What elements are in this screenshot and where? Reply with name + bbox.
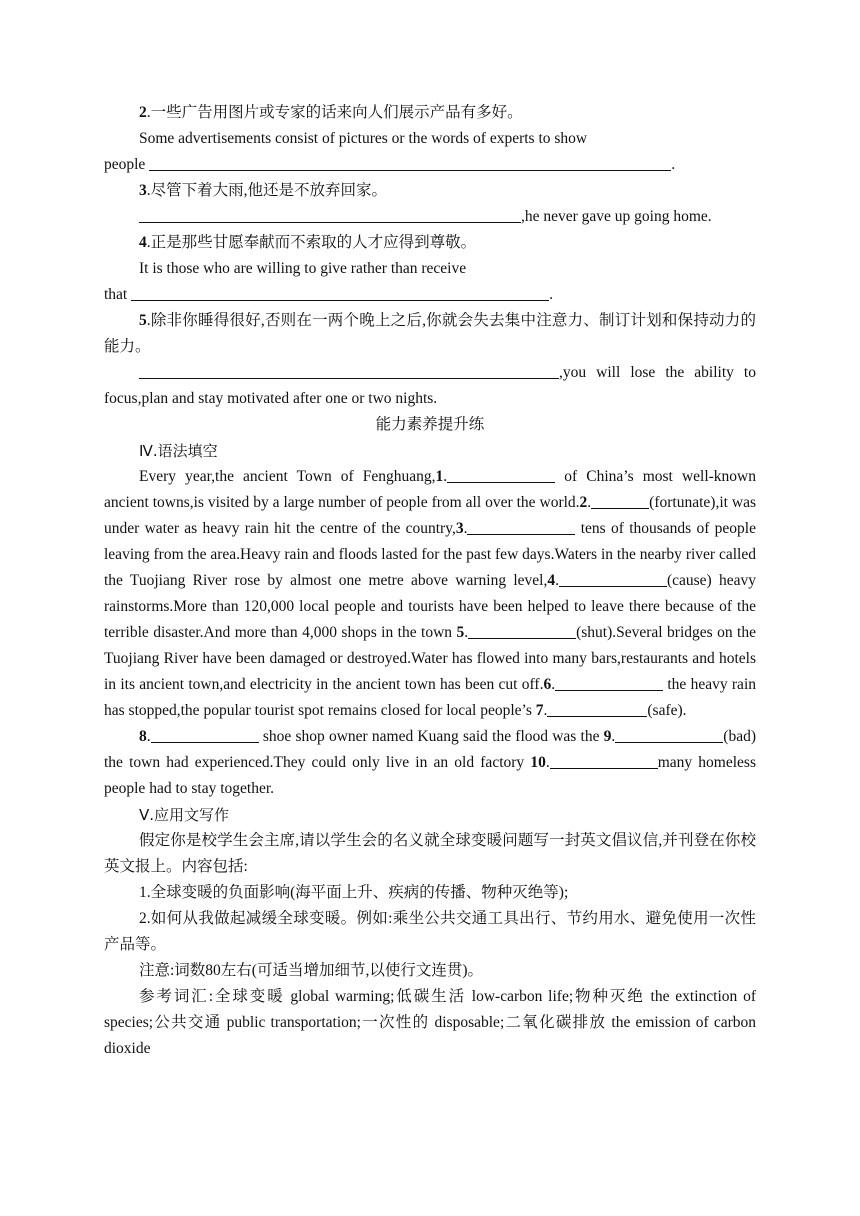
writing-heading: Ⅴ.应用文写作: [139, 806, 230, 824]
writing-point-2: 2.如何从我做起减缓全球变暖。例如:乘坐公共交通工具出行、节约用水、避免使用一次性产品等。: [104, 910, 756, 953]
section-title: 能力素养提升练: [375, 416, 485, 433]
blank-3[interactable]: [467, 517, 575, 535]
grammar-passage-2: 8. shoe shop owner named Kuang said the flood was the 9. (bad) the town had experienced.They could only live in an old factory 10. many homeless people had to stay together.: [104, 724, 756, 802]
answer-blank[interactable]: [139, 205, 521, 223]
question-2-cn: 2.一些广告用图片或专家的话来向人们展示产品有多好。: [139, 104, 523, 121]
writing-vocab: 参考词汇:全球变暖 global warming;低碳生活 low-carbon life;物种灭绝 the extinction of species;公共交通 public transportation;一次性的 disposable;二氧化碳排放 the emission of carbon dioxide: [104, 988, 756, 1057]
blank-7[interactable]: [547, 699, 647, 717]
question-5-answer-line: ,you will lose the ability to focus,plan and stay motivated after one or two nights.: [104, 360, 756, 412]
question-2-en-line: Some advertisements consist of pictures or the words of experts to show: [139, 130, 588, 147]
blank-1[interactable]: [447, 465, 555, 483]
question-number: 4: [139, 234, 147, 251]
grammar-passage-1: Every year,the ancient Town of Fenghuang,1. of China’s most well-known ancient towns,is visited by a large number of people from all over the world.2. (fortunate),it was under water as heavy rain hit the centre of the country,3. tens of thousands of people leaving from the area.Heavy rain and floods lasted for the past few days.Waters in the nearby river called the Tuojiang River rose by almost one metre above warning level,4. (cause) heavy rainstorms.More than 120,000 local people and tourists have been helped to leave there because of the terrible disaster.And more than 4,000 shops in the town 5. (shut).Several bridges on the Tuojiang River have been damaged or destroyed.Water has flowed into many bars,restaurants and hotels in its ancient town,and electricity in the ancient town has been cut off.6. the heavy rain has stopped,the popular tourist spot remains closed for local people’s 7. (safe).: [104, 464, 756, 724]
writing-note: 注意:词数80左右(可适当增加细节,以使行文连贯)。: [139, 962, 484, 979]
blank-2[interactable]: [591, 491, 649, 509]
blank-9[interactable]: [615, 725, 723, 743]
question-4-cn: 4.正是那些甘愿奉献而不索取的人才应得到尊敬。: [139, 234, 477, 251]
writing-intro: 假定你是校学生会主席,请以学生会的名义就全球变暖问题写一封英文倡议信,并刊登在你校英文报上。内容包括:: [104, 832, 756, 875]
answer-blank[interactable]: [131, 283, 549, 301]
blank-8[interactable]: [151, 725, 259, 743]
question-3-cn: 3.尽管下着大雨,他还是不放弃回家。: [139, 182, 388, 199]
question-number: 3: [139, 182, 147, 199]
blank-5[interactable]: [468, 621, 576, 639]
question-number: 5: [139, 312, 147, 329]
answer-blank[interactable]: [149, 153, 671, 171]
question-5-cn: 5.除非你睡得很好,否则在一两个晚上之后,你就会失去集中注意力、制订计划和保持动力的能力。: [104, 312, 756, 355]
question-4-answer-line: that .: [104, 282, 756, 308]
question-4-en-line: It is those who are willing to give rather than receive: [139, 260, 467, 277]
blank-6[interactable]: [555, 673, 663, 691]
question-2-answer-line: people .: [104, 152, 756, 178]
answer-blank[interactable]: [139, 361, 559, 379]
writing-point-1: 1.全球变暖的负面影响(海平面上升、疾病的传播、物种灭绝等);: [139, 884, 569, 901]
blank-10[interactable]: [550, 751, 658, 769]
question-3-answer-line: ,he never gave up going home.: [104, 204, 756, 230]
document-page: [104, 100, 756, 1062]
grammar-heading: Ⅳ.语法填空: [139, 442, 218, 460]
question-number: 2: [139, 104, 147, 121]
blank-4[interactable]: [559, 569, 667, 587]
